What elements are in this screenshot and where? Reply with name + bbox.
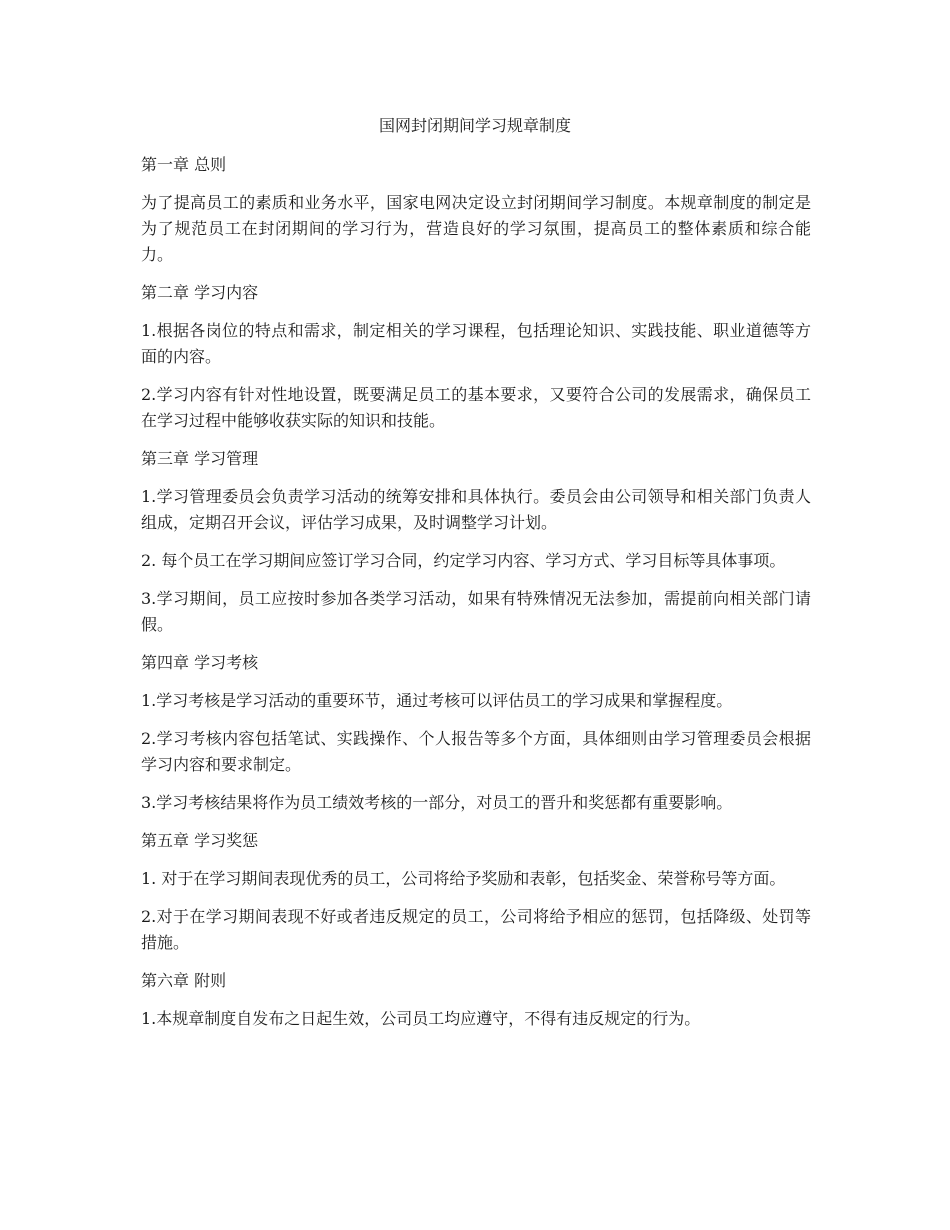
section-heading: 第三章 学习管理 [141,449,259,468]
section-heading: 第五章 学习奖惩 [141,831,259,850]
paragraph: 3.学习期间，员工应按时参加各类学习活动，如果有特殊情况无法参加，需提前向相关部门请假。 [141,589,811,634]
section-chapter-1 [141,152,811,268]
paragraph: 2. 每个员工在学习期间应签订学习合同，约定学习内容、学习方式、学习目标等具体事项。 [141,551,786,570]
section-chapter-4 [141,650,811,816]
paragraph: 1.根据各岗位的特点和需求，制定相关的学习课程，包括理论知识、实践技能、职业道德等方面的内容。 [141,321,811,366]
section-chapter-2 [141,280,811,434]
paragraph: 2.学习考核内容包括笔试、实践操作、个人报告等多个方面，具体细则由学习管理委员会根据学习内容和要求制定。 [141,729,811,774]
section-chapter-5 [141,828,811,956]
paragraph: 2.学习内容有针对性地设置，既要满足员工的基本要求，又要符合公司的发展需求，确保员工在学习过程中能够收获实际的知识和技能。 [141,385,811,430]
paragraph: 为了提高员工的素质和业务水平，国家电网决定设立封闭期间学习制度。本规章制度的制定是为了规范员工在封闭期间的学习行为，营造良好的学习氛围，提高员工的整体素质和综合能力。 [141,193,811,264]
section-heading: 第二章 学习内容 [141,283,259,302]
document-body [141,152,811,1044]
section-heading: 第四章 学习考核 [141,653,259,672]
paragraph: 1.本规章制度自发布之日起生效，公司员工均应遵守，不得有违反规定的行为。 [141,1009,701,1028]
paragraph: 3.学习考核结果将作为员工绩效考核的一部分，对员工的晋升和奖惩都有重要影响。 [141,793,733,812]
section-chapter-6 [141,968,811,1032]
section-heading: 第一章 总则 [141,155,227,174]
paragraph: 1.学习考核是学习活动的重要环节，通过考核可以评估员工的学习成果和掌握程度。 [141,691,733,710]
paragraph: 2.对于在学习期间表现不好或者违反规定的员工，公司将给予相应的惩罚，包括降级、处罚等措施。 [141,907,811,952]
section-heading: 第六章 附则 [141,971,227,990]
document-title: 国网封闭期间学习规章制度 [378,116,571,135]
paragraph: 1. 对于在学习期间表现优秀的员工，公司将给予奖励和表彰，包括奖金、荣誉称号等方面。 [141,869,786,888]
paragraph: 1.学习管理委员会负责学习活动的统筹安排和具体执行。委员会由公司领导和相关部门负责人组成，定期召开会议，评估学习成果，及时调整学习计划。 [141,487,811,532]
section-chapter-3 [141,446,811,638]
